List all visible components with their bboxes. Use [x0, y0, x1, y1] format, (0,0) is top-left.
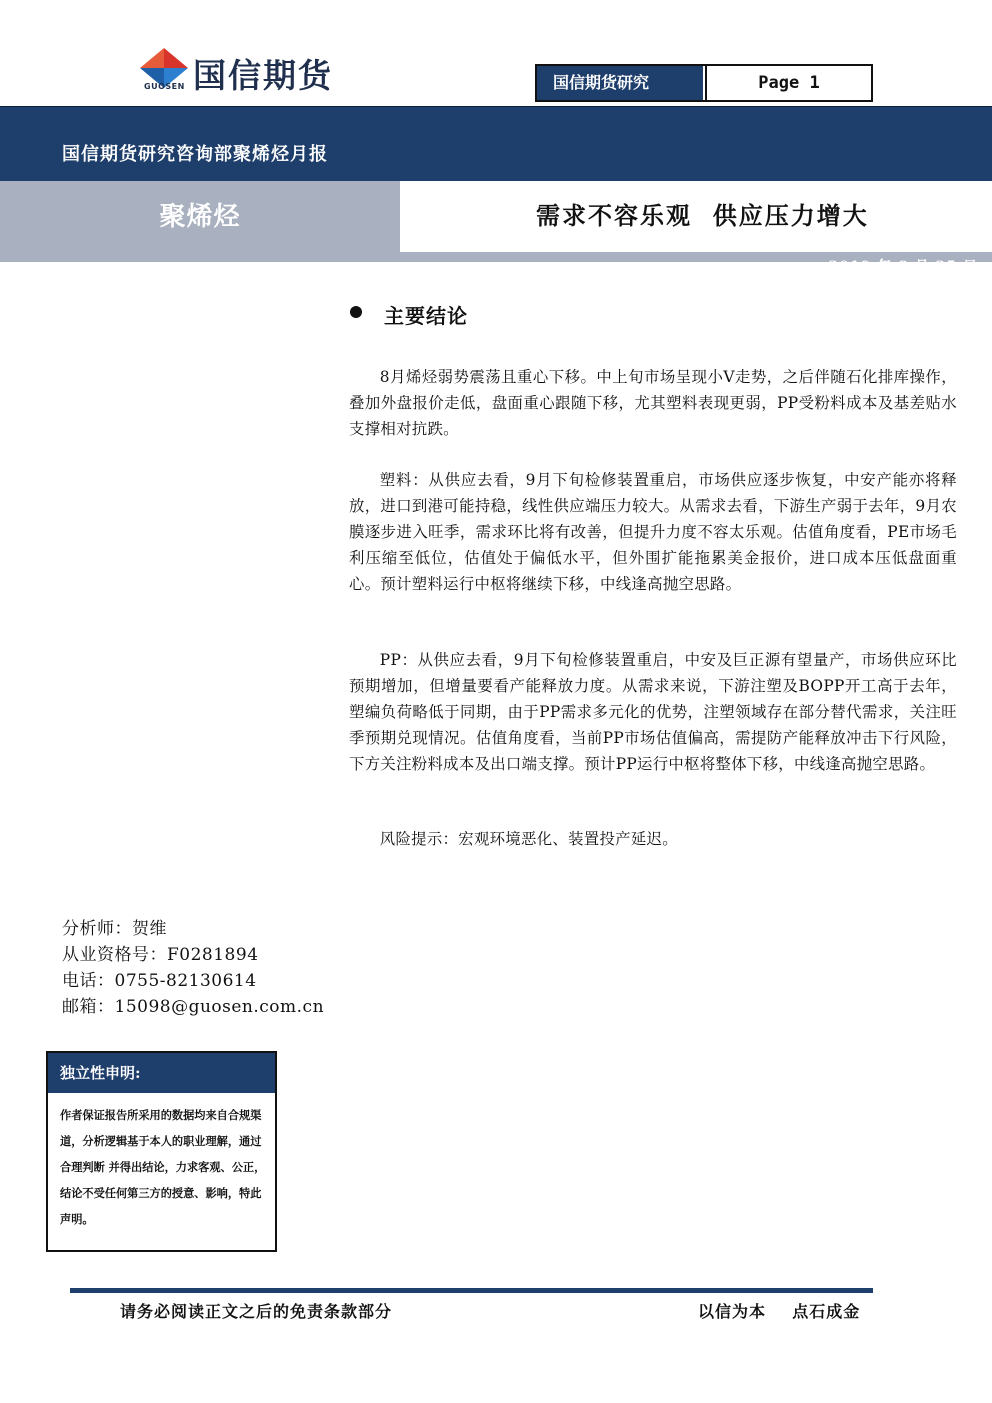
analyst-name: 分析师：贺维 [62, 919, 167, 939]
paragraph-risk: 风险提示：宏观环境恶化、装置投产延迟。 [379, 830, 678, 848]
page-number: Page 1 [705, 66, 871, 100]
paragraph-summary: 8月烯烃弱势震荡且重心下移。中上旬市场呈现小V走势，之后伴随石化排库操作，叠加外盘报价走低，盘面重心跟随下移，尤其塑料表现更弱，PP受粉料成本及基差贴水支撑相对抗跌。 [349, 368, 957, 438]
declaration-heading: 独立性申明: [48, 1053, 275, 1093]
footer-slogan: 以信为本 点石成金 [698, 1302, 861, 1321]
report-title: 需求不容乐观 供应压力增大 [536, 201, 869, 230]
declaration-text: 作者保证报告所采用的数据均来自合规渠道，分析逻辑基于本人的职业理解，通过合理判断 并得出结论，力求客观、公正，结论不受任何第三方的授意、影响，特此声明。 [60, 1108, 266, 1226]
report-date: 2019 年 8 月 25 日 [828, 259, 978, 275]
header-research-label: 国信期货研究 [537, 66, 703, 100]
analyst-email: 邮箱：15098@guosen.com.cn [62, 997, 325, 1017]
report-category: 聚烯烃 [159, 202, 241, 232]
bullet-icon [350, 306, 362, 318]
footer-disclaimer: 请务必阅读正文之后的免责条款部分 [120, 1302, 393, 1321]
logo-company-name: 国信期货 [193, 56, 333, 95]
section-heading: 主要结论 [384, 304, 468, 328]
report-series-name: 国信期货研究咨询部聚烯烃月报 [62, 144, 328, 165]
footer-divider [70, 1288, 873, 1293]
paragraph-plastic: 塑料：从供应去看，9月下旬检修装置重启，市场供应逐步恢复，中安产能亦将释放，进口到港可能持稳，线性供应端压力较大。从需求去看，下游生产弱于去年，9月农膜逐步进入旺季，需求环比将有改善，但提升力度不容太乐观。估值角度看，PE市场毛利压缩至低位，估值处于偏低水平，但外围扩能拖累美金报价，进口成本压低盘面重心。预计塑料运行中枢将继续下移，中线逢高抛空思路。 [349, 471, 957, 593]
analyst-license: 从业资格号：F0281894 [62, 945, 259, 965]
analyst-phone: 电话：0755-82130614 [62, 971, 257, 991]
paragraph-pp: PP：从供应去看，9月下旬检修装置重启，中安及巨正源有望量产，市场供应环比预期增加，但增量要看产能释放力度。从需求来说，下游注塑及BOPP开工高于去年，塑编负荷略低于同期，由于PP需求多元化的优势，注塑领域存在部分替代需求，关注旺季预期兑现情况。估值角度看，当前PP市场估值偏高，需提防产能释放冲击下行风险，下方关注粉料成本及出口端支撑。预计PP运行中枢将整体下移，中线逢高抛空思路。 [349, 651, 957, 773]
logo-company-name-en: GUOSEN [144, 82, 185, 91]
